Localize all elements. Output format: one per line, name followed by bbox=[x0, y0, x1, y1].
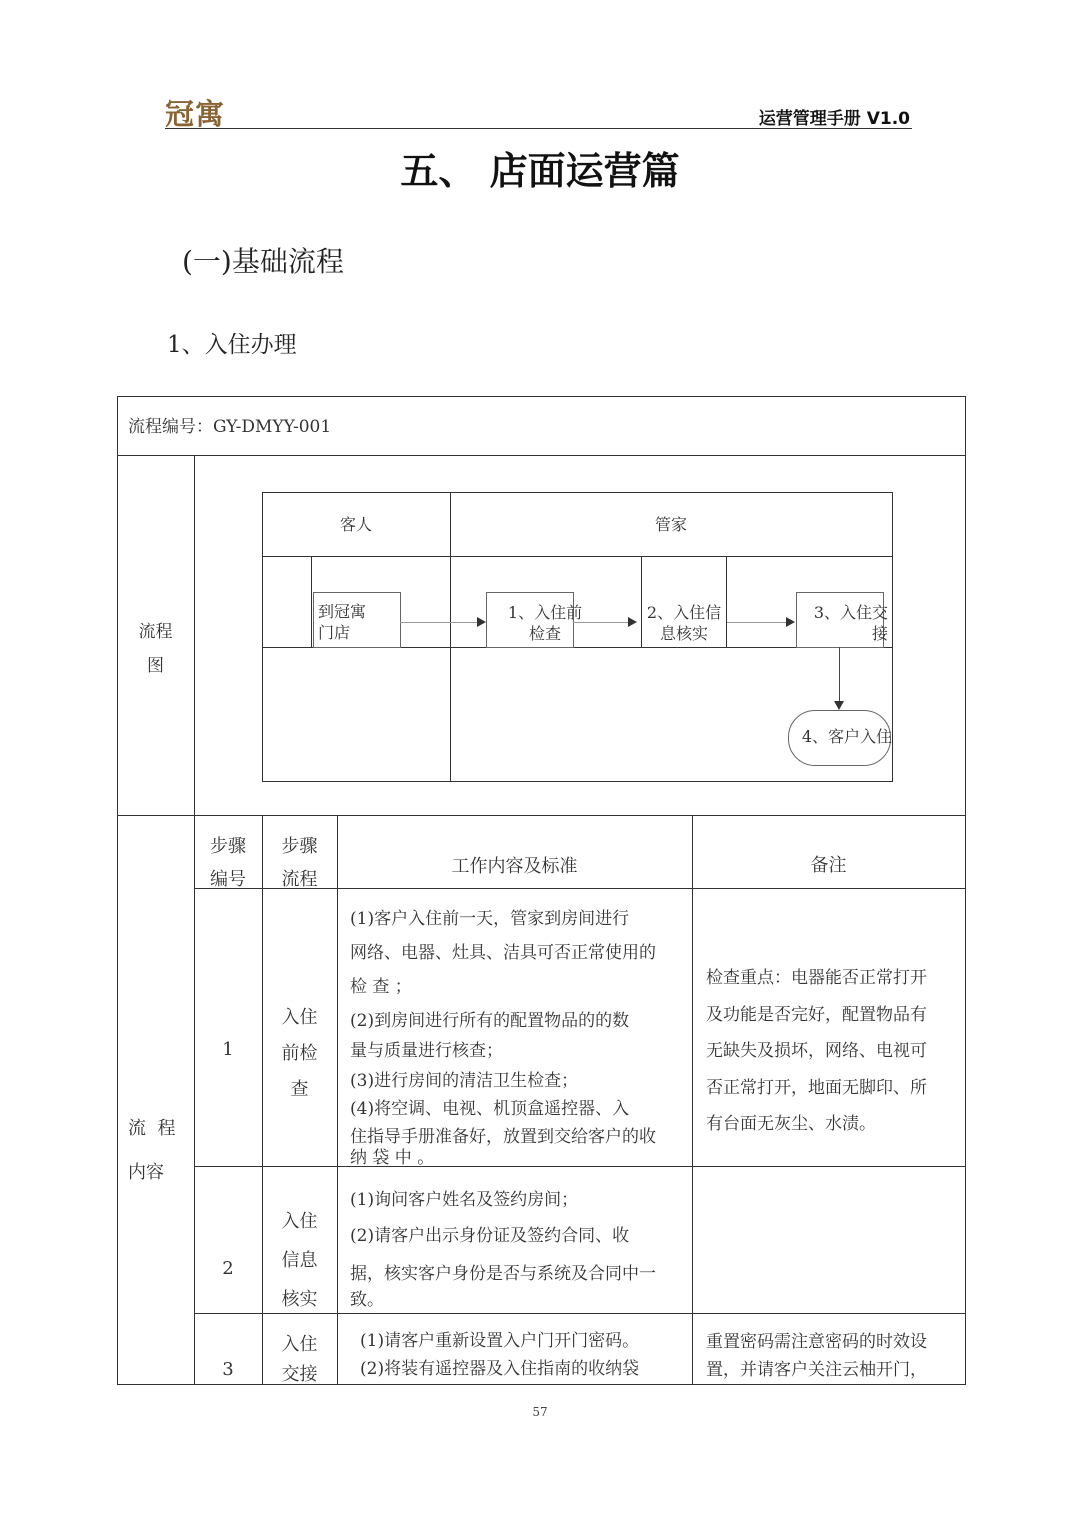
row2-step-flow: 入住 信息 核实 bbox=[281, 1211, 318, 1310]
row1-notes: 检查重点：电器能否正常打开 及功能是否完好，配置物品有 无缺失及损坏，网络、电视可 否正常打开，地面无脚印、所 有台面无灰尘、水渍。 bbox=[706, 968, 927, 1134]
row1-step-no: 1 bbox=[222, 1039, 234, 1060]
node-step3-line1: 3、入住交 bbox=[813, 603, 888, 622]
flowchart-label: 流程 图 bbox=[138, 622, 173, 676]
node-step1-line1: 1、入住前 bbox=[507, 603, 583, 622]
brand-logo: 冠寓 bbox=[165, 97, 226, 131]
node-step2-line1: 2、入住信 bbox=[646, 603, 722, 622]
row3-notes: 重置密码需注意密码的时效设 置，并请客户关注云柚开门， bbox=[706, 1332, 927, 1380]
row3-step-no: 3 bbox=[222, 1359, 234, 1380]
header-step-flow: 步骤 流程 bbox=[281, 836, 318, 890]
arrow-step3-step4 bbox=[839, 647, 840, 703]
node-step4-label: 4、客户入住 bbox=[801, 727, 892, 746]
page-number: 57 bbox=[532, 1405, 548, 1419]
lane-butler: 管家 bbox=[654, 515, 687, 534]
header-step-no: 步骤 编号 bbox=[210, 836, 246, 890]
node-step2 bbox=[642, 603, 726, 645]
row3-work: (1)请客户重新设置入户门开门密码。 (2)将装有遥控器及入住指南的收纳袋 bbox=[360, 1331, 640, 1379]
process-id: 流程编号：GY-DMYY-001 bbox=[128, 417, 332, 437]
row3-step-flow: 入住 交接 bbox=[281, 1334, 318, 1385]
arrowhead-icon bbox=[477, 617, 486, 627]
header-work: 工作内容及标准 bbox=[451, 856, 578, 877]
node-step3-line2: 接 bbox=[871, 623, 888, 643]
manual-title: 运营管理手册 V1.0 bbox=[758, 109, 910, 129]
row2-work: (1)询问客户姓名及签约房间； (2)请客户出示身份证及签约合同、收 据，核实客户身份是否与系统及合同中一 致。 bbox=[350, 1190, 656, 1310]
section-title: (一)基础流程 bbox=[182, 245, 344, 278]
node-step1-line2: 检查 bbox=[528, 623, 561, 643]
arrow-arrive-step1 bbox=[400, 622, 478, 623]
lane-guest: 客人 bbox=[339, 515, 372, 534]
header-notes: 备注 bbox=[810, 855, 847, 876]
content-label: 流 程 内容 bbox=[128, 1118, 176, 1183]
node-arrive-line2: 门店 bbox=[318, 622, 351, 642]
node-arrive-line1: 到冠寓 bbox=[318, 602, 367, 621]
row1-step-flow: 入住 前检 查 bbox=[281, 1007, 318, 1100]
arrow-step1-step2 bbox=[573, 622, 629, 623]
subsection-title: 1、入住办理 bbox=[167, 332, 297, 358]
arrowhead-icon bbox=[786, 617, 795, 627]
arrowhead-down-icon bbox=[834, 701, 844, 710]
arrow-step2-step3 bbox=[727, 622, 787, 623]
row2-step-no: 2 bbox=[222, 1258, 234, 1279]
arrowhead-icon bbox=[628, 617, 637, 627]
row1-work: (1)客户入住前一天，管家到房间进行 网络、电器、灶具、洁具可否正常使用的 检 查 ； (2)到房间进行所有的配置物品的的数 量与质量进行核查； (3)进行房间的清洁卫生检查； (4)将空调、电视、机顶盒遥控器、入 住指导手册准备好，放置到交给客户的收 纳 袋 中 。 bbox=[350, 909, 656, 1168]
header-divider bbox=[165, 128, 912, 129]
chapter-title: 五、 店面运营篇 bbox=[400, 149, 680, 193]
node-step2-line2: 息核实 bbox=[659, 623, 708, 643]
